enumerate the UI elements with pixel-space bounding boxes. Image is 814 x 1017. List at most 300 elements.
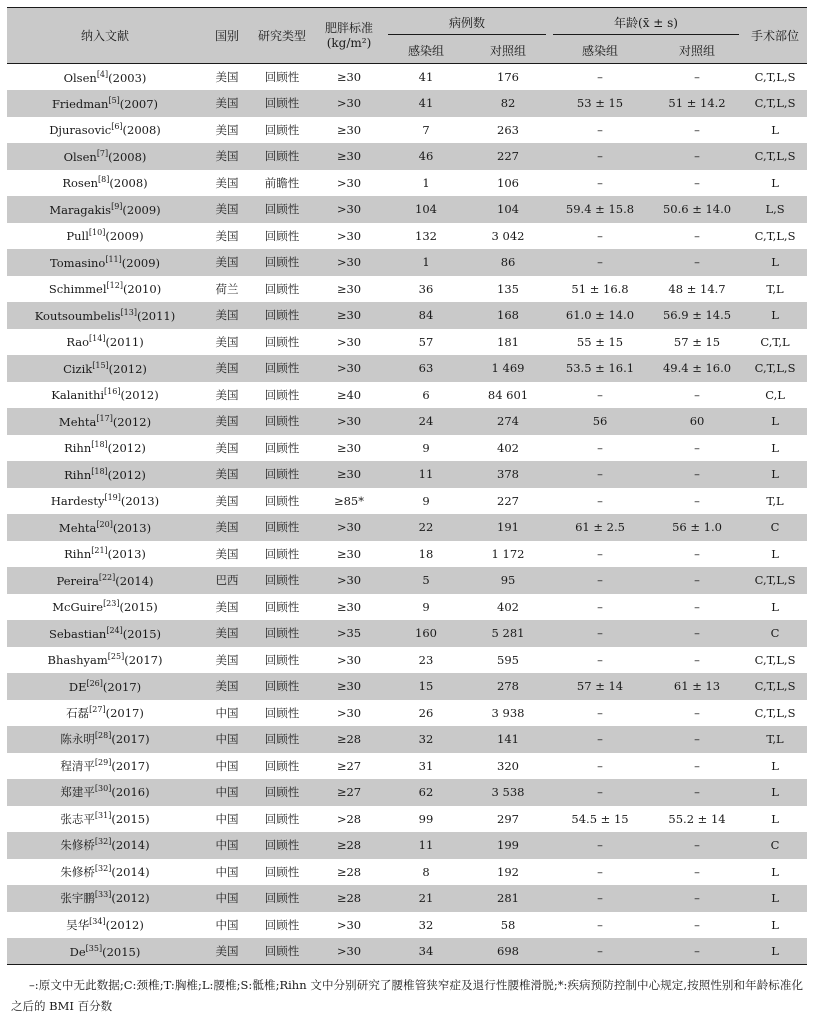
infect-age-cell: 61 ± 2.5 (549, 514, 651, 541)
obesity-standard-cell: >30 (313, 938, 385, 965)
obesity-standard-cell: >30 (313, 196, 385, 223)
infect-age-cell: – (597, 758, 603, 773)
infect-age-cell: – (597, 387, 603, 402)
reference-number: [9] (111, 201, 123, 211)
study-type-cell: 回顾性 (251, 832, 313, 859)
study-type-cell: 回顾性 (251, 673, 313, 700)
publication-year: (2009) (122, 202, 161, 217)
study-type-cell: 回顾性 (251, 408, 313, 435)
infect-cases-cell: 41 (418, 70, 434, 84)
obesity-standard-cell: ≥27 (313, 779, 385, 806)
infect-cases-cell: 84 (385, 302, 467, 329)
publication-year: (2017) (111, 758, 150, 773)
obesity-standard-cell: >30 (313, 90, 385, 117)
control-age-cell: – (694, 705, 700, 720)
table-row (7, 700, 807, 727)
obesity-standard-cell: ≥30 (336, 599, 362, 614)
country-cell: 中国 (215, 705, 239, 720)
reference-number: [26] (86, 678, 103, 688)
obesity-standard-cell: >28 (336, 811, 362, 826)
literature-cell (7, 302, 203, 329)
literature-table (7, 7, 807, 965)
site-cell: C,L (765, 387, 785, 402)
publication-year: (2012) (112, 414, 152, 429)
infect-cases-cell: 104 (385, 196, 467, 223)
study-type-cell: 回顾性 (264, 705, 300, 720)
author-name: Sebastian (48, 626, 107, 641)
header-cases-label: 病例数 (388, 14, 545, 35)
obesity-standard-cell: >30 (336, 705, 362, 720)
table-row (7, 514, 807, 541)
infect-age-cell: – (597, 652, 603, 667)
obesity-standard-cell: >30 (313, 408, 385, 435)
table-row (7, 382, 807, 409)
obesity-standard-cell: ≥30 (313, 673, 385, 700)
literature-cell (7, 170, 203, 197)
control-cases-cell: 86 (467, 249, 549, 276)
obesity-standard-cell: >30 (313, 249, 385, 276)
site-cell: L (771, 864, 779, 879)
reference-number: [35] (85, 943, 103, 953)
literature-cell (7, 753, 203, 780)
infect-age-cell: – (597, 599, 603, 614)
reference-number: [11] (105, 254, 122, 264)
country-cell: 美国 (215, 493, 239, 508)
site-cell: C,T,L,S (743, 673, 807, 700)
control-cases-cell: 95 (467, 567, 549, 594)
author-name: 张宇鹏 (60, 891, 95, 906)
table-row (7, 753, 807, 780)
infect-age-cell: 54.5 ± 15 (571, 811, 629, 826)
table-row (7, 461, 807, 488)
author-name: Rihn (64, 467, 92, 482)
table-row (7, 567, 807, 594)
control-cases-cell: 181 (497, 334, 519, 349)
reference-number: [13] (120, 307, 137, 317)
study-type-cell: 回顾性 (251, 90, 313, 117)
table-row (7, 806, 807, 833)
infect-age-cell: 56 (549, 408, 651, 435)
reference-number: [19] (104, 493, 121, 503)
site-cell: C,T,L,S (754, 228, 796, 243)
author-name: Friedman (51, 96, 109, 111)
infect-age-cell: – (597, 175, 603, 190)
site-cell: T,L (766, 493, 784, 508)
header-cases-control: 对照组 (467, 38, 549, 64)
infect-cases-cell: 21 (385, 885, 467, 912)
infect-age-cell: – (549, 143, 651, 170)
study-type-cell: 回顾性 (251, 196, 313, 223)
publication-year: (2009) (121, 255, 161, 270)
obesity-standard-cell: >30 (336, 334, 362, 349)
obesity-standard-cell: >35 (313, 620, 385, 647)
author-name: 朱修桥 (60, 864, 95, 879)
reference-number: [10] (88, 228, 106, 238)
control-cases-cell: 3 042 (491, 228, 525, 243)
country-cell: 美国 (203, 196, 251, 223)
publication-year: (2017) (102, 679, 142, 694)
control-cases-cell: 82 (467, 90, 549, 117)
table-row (7, 117, 807, 144)
literature-cell (7, 408, 203, 435)
author-name: Olsen (63, 70, 97, 85)
site-cell: L (743, 302, 807, 329)
table-row (7, 912, 807, 939)
publication-year: (2008) (108, 149, 147, 164)
literature-cell (7, 700, 203, 727)
country-cell: 美国 (215, 228, 239, 243)
author-name: 石磊 (66, 705, 90, 720)
obesity-standard-cell: ≥30 (336, 122, 362, 137)
country-cell: 美国 (215, 334, 239, 349)
control-age-cell: – (651, 143, 743, 170)
control-cases-cell: 1 469 (467, 355, 549, 382)
reference-number: [34] (89, 916, 106, 926)
publication-year: (2015) (122, 626, 162, 641)
publication-year: (2017) (105, 705, 144, 720)
study-type-cell: 回顾性 (264, 228, 300, 243)
infect-cases-cell: 9 (422, 599, 430, 614)
literature-cell (7, 779, 203, 806)
infect-age-cell: – (549, 567, 651, 594)
header-study-type: 研究类型 (251, 8, 313, 64)
literature-cell (7, 143, 203, 170)
publication-year: (2017) (111, 732, 150, 747)
author-name: Hardesty (50, 494, 105, 509)
study-type-cell: 回顾性 (251, 302, 313, 329)
author-name: Schimmel (48, 282, 107, 297)
infect-cases-cell: 23 (418, 652, 434, 667)
literature-cell (7, 90, 203, 117)
header-age-control: 对照组 (651, 38, 743, 64)
reference-number: [25] (107, 652, 125, 662)
control-age-cell: – (651, 885, 743, 912)
control-age-cell: 51 ± 14.2 (651, 90, 743, 117)
site-cell: C (743, 832, 807, 859)
obesity-standard-cell: ≥28 (313, 885, 385, 912)
publication-year: (2012) (107, 441, 146, 456)
reference-number: [27] (89, 704, 106, 714)
infect-age-cell: 55 ± 15 (576, 334, 624, 349)
country-cell: 美国 (215, 440, 239, 455)
infect-age-cell: 51 ± 16.8 (571, 281, 629, 296)
obesity-standard-cell: >30 (313, 514, 385, 541)
infect-age-cell: 59.4 ± 15.8 (549, 196, 651, 223)
literature-cell (7, 726, 203, 753)
obesity-standard-cell: >30 (336, 652, 362, 667)
table-row (7, 196, 807, 223)
infect-cases-cell: 1 (385, 249, 467, 276)
obesity-standard-cell: >30 (336, 917, 362, 932)
publication-year: (2011) (136, 308, 176, 323)
control-cases-cell: 278 (467, 673, 549, 700)
obesity-standard-cell: ≥40 (336, 387, 362, 402)
study-type-cell: 回顾性 (251, 938, 313, 965)
study-type-cell: 回顾性 (251, 779, 313, 806)
publication-year: (2016) (111, 785, 150, 800)
control-cases-cell: 84 601 (487, 387, 529, 402)
obesity-standard-cell: >30 (336, 228, 362, 243)
author-name: De (69, 944, 86, 959)
study-type-cell: 回顾性 (264, 758, 300, 773)
table-row (7, 90, 807, 117)
header-cases (385, 8, 549, 39)
country-cell: 美国 (215, 122, 239, 137)
control-age-cell: – (651, 461, 743, 488)
control-cases-cell: 297 (497, 811, 519, 826)
control-age-cell: – (651, 249, 743, 276)
reference-number: [22] (98, 572, 116, 582)
literature-cell (7, 64, 203, 91)
infect-cases-cell: 1 (422, 175, 430, 190)
reference-number: [23] (103, 599, 120, 609)
control-age-cell: 50.6 ± 14.0 (651, 196, 743, 223)
site-cell: C,T,L,S (754, 652, 796, 667)
infect-cases-cell: 24 (385, 408, 467, 435)
table-row (7, 64, 807, 91)
literature-cell (7, 620, 203, 647)
site-cell: L (771, 122, 779, 137)
author-name: 程清平 (60, 758, 95, 773)
obesity-standard-cell: ≥28 (336, 864, 362, 879)
literature-cell (7, 329, 203, 356)
control-cases-cell: 263 (497, 122, 519, 137)
author-name: Mehta (58, 520, 97, 535)
country-cell: 美国 (203, 302, 251, 329)
study-type-cell: 回顾性 (264, 70, 300, 84)
obesity-standard-cell: ≥30 (336, 70, 362, 84)
control-cases-cell: 227 (497, 493, 519, 508)
control-age-cell: – (694, 440, 700, 455)
literature-cell (7, 355, 203, 382)
document (7, 7, 807, 1017)
publication-year: (2013) (112, 520, 152, 535)
table-row (7, 435, 807, 462)
country-cell: 美国 (203, 620, 251, 647)
country-cell: 中国 (203, 885, 251, 912)
country-cell: 美国 (203, 461, 251, 488)
site-cell: T,L (766, 281, 784, 296)
author-name: Rosen (62, 176, 99, 191)
obesity-standard-cell: ≥30 (313, 302, 385, 329)
table-row (7, 408, 807, 435)
reference-number: [32] (94, 863, 112, 873)
control-age-cell: – (694, 175, 700, 190)
literature-cell (7, 567, 203, 594)
site-cell: L (743, 885, 807, 912)
infect-cases-cell: 34 (385, 938, 467, 965)
publication-year: (2014) (111, 864, 150, 879)
literature-cell (7, 461, 203, 488)
site-cell: C (743, 514, 807, 541)
reference-number: [7] (96, 148, 109, 158)
control-age-cell: – (694, 652, 700, 667)
obesity-standard-cell: ≥30 (336, 546, 362, 561)
infect-age-cell: – (597, 122, 603, 137)
study-type-cell: 回顾性 (251, 620, 313, 647)
site-cell: T,L (743, 726, 807, 753)
control-age-cell: 60 (651, 408, 743, 435)
country-cell: 荷兰 (215, 281, 239, 296)
study-type-cell: 回顾性 (264, 387, 300, 402)
site-cell: C,T,L,S (754, 70, 796, 84)
infect-age-cell: – (597, 864, 603, 879)
infect-cases-cell: 7 (422, 122, 430, 137)
infect-cases-cell: 5 (385, 567, 467, 594)
table-row (7, 170, 807, 197)
literature-cell (7, 514, 203, 541)
table-row (7, 726, 807, 753)
country-cell: 美国 (203, 514, 251, 541)
obesity-standard-cell: >30 (336, 175, 362, 190)
control-cases-cell: 58 (500, 917, 516, 932)
reference-number: [28] (94, 731, 112, 741)
site-cell: C (743, 620, 807, 647)
infect-age-cell: – (597, 228, 603, 243)
site-cell: C,T,L,S (754, 705, 796, 720)
country-cell: 中国 (215, 864, 239, 879)
infect-age-cell: – (549, 832, 651, 859)
table-row (7, 223, 807, 250)
table-row (7, 249, 807, 276)
publication-year: (2015) (119, 600, 158, 615)
study-type-cell: 回顾性 (251, 726, 313, 753)
site-cell: L (771, 599, 779, 614)
control-age-cell: – (694, 122, 700, 137)
publication-year: (2015) (111, 811, 150, 826)
author-name: McGuire (52, 600, 104, 615)
control-cases-cell: 274 (467, 408, 549, 435)
header-literature: 纳入文献 (7, 8, 203, 64)
country-cell: 美国 (203, 355, 251, 382)
country-cell: 美国 (203, 249, 251, 276)
reference-number: [8] (98, 175, 110, 185)
study-type-cell: 回顾性 (251, 355, 313, 382)
infect-age-cell: – (549, 249, 651, 276)
author-name: Rihn (64, 441, 92, 456)
literature-cell (7, 117, 203, 144)
author-name: Maragakis (49, 202, 112, 217)
author-name: 陈永明 (60, 732, 95, 747)
country-cell: 美国 (215, 387, 239, 402)
literature-cell (7, 223, 203, 250)
infect-age-cell: – (597, 546, 603, 561)
header-age-label: 年龄(x̄ ± s) (553, 14, 739, 35)
reference-number: [32] (94, 837, 112, 847)
control-cases-cell: 5 281 (467, 620, 549, 647)
publication-year: (2012) (107, 467, 146, 482)
country-cell: 美国 (203, 408, 251, 435)
infect-age-cell: – (549, 461, 651, 488)
study-type-cell: 回顾性 (264, 546, 300, 561)
infect-age-cell: – (597, 70, 603, 84)
reference-number: [15] (92, 360, 109, 370)
country-cell: 美国 (203, 673, 251, 700)
control-age-cell: 57 ± 15 (673, 334, 721, 349)
site-cell: L (771, 758, 779, 773)
publication-year: (2012) (120, 388, 159, 403)
publication-year: (2017) (124, 653, 163, 668)
obesity-standard-cell: ≥30 (336, 440, 362, 455)
reference-number: [5] (108, 95, 120, 105)
literature-cell (7, 647, 203, 674)
header-obesity-standard-label: 肥胖标准 (324, 20, 373, 35)
reference-number: [29] (94, 757, 112, 767)
author-name: Rihn (64, 547, 92, 562)
author-name: Pull (66, 229, 89, 244)
control-cases-cell: 698 (467, 938, 549, 965)
header-obesity-standard (313, 8, 385, 64)
reference-number: [6] (111, 122, 123, 132)
reference-number: [17] (96, 413, 113, 423)
country-cell: 美国 (215, 175, 239, 190)
author-name: Bhashyam (47, 653, 108, 668)
table-row (7, 779, 807, 806)
control-cases-cell: 378 (467, 461, 549, 488)
publication-year: (2013) (120, 494, 160, 509)
country-cell: 美国 (203, 90, 251, 117)
site-cell: C,T,L,S (743, 567, 807, 594)
control-age-cell: – (694, 387, 700, 402)
literature-cell (7, 832, 203, 859)
control-age-cell: – (651, 832, 743, 859)
control-cases-cell: 1 172 (491, 546, 525, 561)
obesity-standard-cell: ≥30 (313, 461, 385, 488)
infect-cases-cell: 6 (422, 387, 430, 402)
country-cell: 中国 (203, 726, 251, 753)
table-row (7, 302, 807, 329)
infect-cases-cell: 36 (418, 281, 434, 296)
control-cases-cell: 192 (497, 864, 519, 879)
control-age-cell: – (694, 599, 700, 614)
site-cell: L (771, 917, 779, 932)
header-cases-infect: 感染组 (385, 38, 467, 64)
study-type-cell: 回顾性 (264, 493, 300, 508)
table-row (7, 541, 807, 568)
control-age-cell: 49.4 ± 16.0 (651, 355, 743, 382)
obesity-standard-cell: ≥30 (336, 281, 362, 296)
reference-number: [16] (104, 387, 121, 397)
control-age-cell: – (651, 620, 743, 647)
study-type-cell: 回顾性 (264, 122, 300, 137)
literature-cell (7, 541, 203, 568)
study-type-cell: 回顾性 (264, 281, 300, 296)
author-name: 朱修桥 (60, 838, 95, 853)
infect-age-cell: – (549, 620, 651, 647)
infect-age-cell: – (597, 440, 603, 455)
infect-cases-cell: 32 (418, 917, 434, 932)
control-cases-cell: 402 (497, 599, 519, 614)
table-row (7, 620, 807, 647)
infect-cases-cell: 8 (422, 864, 430, 879)
table-body (7, 64, 807, 965)
reference-number: [31] (94, 810, 112, 820)
control-cases-cell: 320 (497, 758, 519, 773)
header-age (549, 8, 743, 39)
obesity-standard-cell: ≥85* (333, 493, 365, 508)
study-type-cell: 回顾性 (264, 917, 300, 932)
control-cases-cell: 191 (467, 514, 549, 541)
reference-number: [12] (106, 281, 123, 291)
reference-number: [18] (91, 440, 108, 450)
infect-cases-cell: 26 (418, 705, 434, 720)
author-name: DE (68, 679, 87, 694)
reference-number: [21] (91, 546, 108, 556)
control-age-cell: – (694, 917, 700, 932)
infect-age-cell: 53.5 ± 16.1 (549, 355, 651, 382)
infect-cases-cell: 9 (422, 440, 430, 455)
site-cell: L (771, 440, 779, 455)
